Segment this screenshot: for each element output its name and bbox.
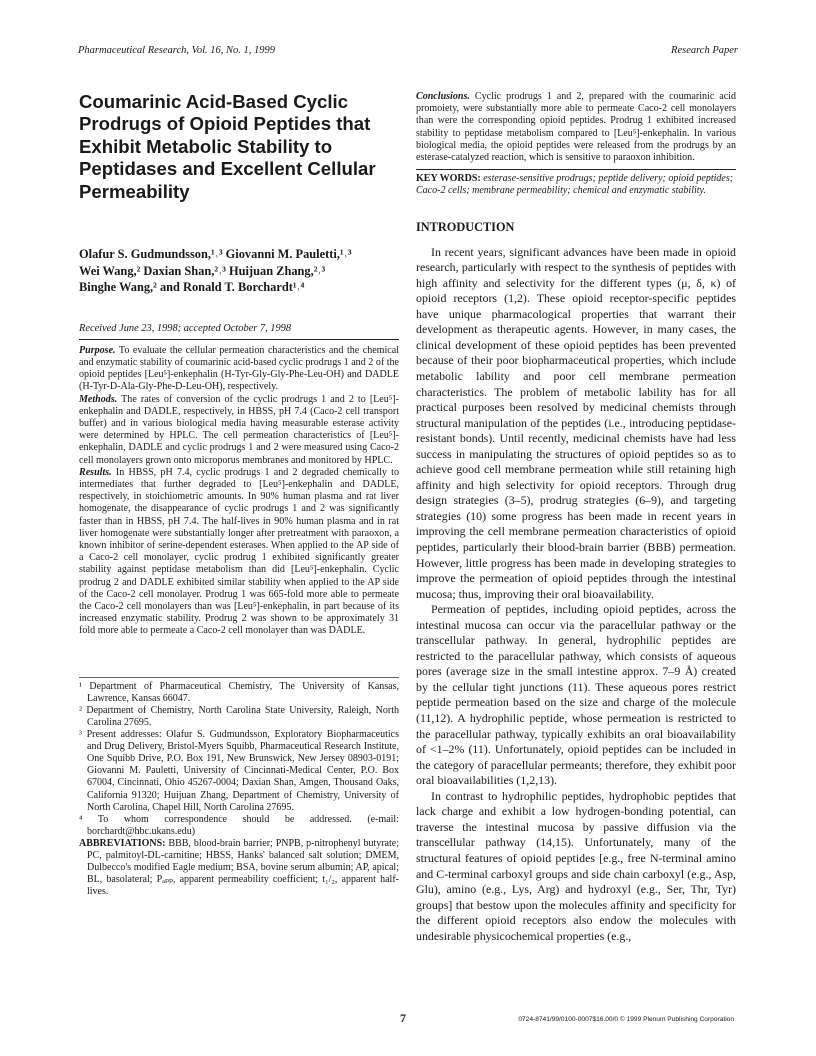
abbreviations-label: ABBREVIATIONS: bbox=[79, 837, 166, 849]
author-line: Wei Wang,² Daxian Shan,²˒³ Huijuan Zhang,²˒³ bbox=[79, 263, 326, 278]
purpose-label: Purpose. bbox=[79, 344, 116, 356]
keywords bbox=[416, 169, 736, 197]
purpose-text: To evaluate the cellular permeation characteristics and the chemical and enzymatic stability of coumarinic acid-based cyclic prodrugs 1 and 2 of the opioid peptides [Leu⁵]-enkephalin (H-Tyr-Gly-Gly-Phe-Leu-OH) and DADLE (H-Tyr-D-Ala-Gly-Phe-D-Leu-OH), respectively. bbox=[79, 344, 399, 393]
footnote-present-addresses: ³ Present addresses: Olafur S. Gudmundsson, Exploratory Biopharmaceutics and Drug Delivery, Bristol-Myers Squibb, Pharmaceutical Research Institute, One Squibb Drive, P.O. Box 191, New Brunswick, New Jersey 08903-0191; Giovanni M. Pauletti, University of Cincinnati-Medical Center, P.O. Box 67004, Cincinnati, Ohio 45267-0004; Daxian Shan, Amgen, Thousand Oaks, California 91320; Huijuan Zhang, Department of Chemistry, University of North Carolina, Chapel Hill, North Carolina 27695. bbox=[79, 729, 399, 813]
author-line: Olafur S. Gudmundsson,¹˒³ Giovanni M. Pauletti,¹˒³ bbox=[79, 247, 352, 262]
abstract-conclusions bbox=[416, 91, 736, 164]
intro-paragraph: In contrast to hydrophilic peptides, hydrophobic peptides that lack charge and exhibit a low hydrogen-bonding potential, can traverse the intestinal mucosa by passive diffusion via the transcellular pathway (14,15). Unfortunately, many of the structural features of opioid peptides [e.g., free N-terminal amino and C-terminal carboxyl groups and side chain carboxyl (e.g., Asp, Glu), amino (e.g., Lys, Arg) and hydroxyl (e.g., Ser, Thr, Tyr) groups] that bestow upon the molecules affinity and specificity for the different opioid receptors also endow the molecules with undesirable physicochemical properties (e.g., bbox=[416, 788, 736, 943]
results-text: In HBSS, pH 7.4, cyclic prodrugs 1 and 2 degraded chemically to intermediates that further degraded to [Leu⁵]-enkephalin and DADLE, respectively, in stoichiometric amounts. In 90% human plasma and rat liver homogenate, the disappearance of cyclic prodrugs 1 and 2 was significantly faster than in HBSS, pH 7.4. The half-lives in 90% human plasma and in rat liver homogenate were substantially longer after pretreatment with paraoxon, a known inhibitor of serine-dependent esterases. When applied to the AP side of a Caco-2 cell monolayer, cyclic prodrug 1 exhibited significantly greater stability against peptidase metabolism than did [Leu⁵]-enkephalin. Cyclic prodrug 2 and DADLE exhibited similar stability when applied to the AP side of the Caco-2 cell monolayer. Prodrug 1 was 665-fold more able to permeate the Caco-2 cell monolayers than was [Leu⁵]-enkephalin, in part because of its increased enzymatic stability. Prodrug 2 was shown to be approximately 31 fold more able to permeate a Caco-2 cell monolayer than was DADLE. bbox=[79, 466, 399, 637]
abstract-purpose bbox=[79, 345, 399, 394]
keywords-paragraph bbox=[416, 173, 736, 197]
abstract bbox=[79, 345, 399, 638]
abstract-results bbox=[79, 467, 399, 638]
conclusions-label: Conclusions. bbox=[416, 91, 470, 102]
author-line: Binghe Wang,² and Ronald T. Borchardt¹˒⁴ bbox=[79, 280, 305, 295]
abbreviations-text: BBB, blood-brain barrier; PNPB, p-nitrophenyl butyrate; PC, palmitoyl-DL-carnitine; HBSS, Hanks' balanced salt solution; DMEM, Dulbecco's modified Eagle medium; BSA, bovine serum albumin; AP, apical; BL, basolateral; Pₐₚₚ, apparent permeability coefficient; t₁/₂, apparent half-lives. bbox=[87, 837, 399, 898]
author-list bbox=[79, 246, 399, 296]
running-head-journal: Pharmaceutical Research, Vol. 16, No. 1, 1999 bbox=[78, 45, 276, 56]
intro-paragraph: In recent years, significant advances have been made in opioid research, particularly with respect to the synthesis of peptides with high affinity and selectivity for the different types (μ, δ, κ) of opioid receptors (1,2). These opioid receptor-specific peptides have unique pharmacological properties that warrant their development as therapeutic agents. However, in many cases, the clinical development of these opioid peptides has been prevented because of their poor biopharmaceutical properties, which include metabolic lability and poor cell membrane permeation characteristics. The problem of metabolic lability has for all practical purposes been resolved by medicinal chemists through structural manipulation of the peptides (i.e., introducing peptidase-resistant bonds). Until recently, medicinal chemists have had less success in manipulating the structures of opioid peptides so as to achieve good cell membrane permeation while still retaining high affinity and high selectivity for opioid receptors. Through drug design strategies (3–5), prodrug strategies (6–9), and targeting strategies (10) some progress has been made in recent years in improving the cell membrane permeation characteristics of opioid peptides, particularly their blood-brain barrier (BBB) permeation. However, little progress has been made in developing strategies to improve the permeation of opioid peptides through the intestinal mucosa; thus, improving their oral bioavailability. bbox=[416, 244, 736, 601]
received-dates: Received June 23, 1998; accepted October 7, 1998 bbox=[79, 323, 399, 340]
methods-text: The rates of conversion of the cyclic prodrugs 1 and 2 to [Leu⁵]-enkephalin and DADLE, respectively, in HBSS, pH 7.4 (Caco-2 cell transport buffer) and in various biological media having measurable esterase activity were determined by HPLC. The cell permeation characteristics of [Leu⁵]-enkephalin, DADLE and cyclic prodrugs 1 and 2 were measured using Caco-2 cell monolayers grown onto microporus membranes and monitored by HPLC. bbox=[79, 393, 399, 466]
keywords-label: KEY WORDS: bbox=[416, 173, 481, 185]
article-title: Coumarinic Acid-Based Cyclic Prodrugs of Opioid Peptides that Exhibit Metabolic Stability to Peptidases and Excellent Cellular Permeability bbox=[79, 91, 376, 202]
right-column bbox=[416, 91, 736, 944]
footnotes bbox=[79, 681, 399, 899]
footnote-correspondence: ⁴ To whom correspondence should be addressed. (e-mail: borchardt@hbc.ukans.edu) bbox=[79, 813, 399, 837]
intro-paragraph: Permeation of peptides, including opioid peptides, across the intestinal mucosa can occur via the paracellular pathway or the transcellular pathway. In general, hydrophilic peptides are restricted to the paracellular pathway, which consists of aqueous pores (average size in the small intestine approx. 7–9 Å) created by the cellular tight junctions (11). These aqueous pores restrict peptide permeation based on the size and charge of the molecule (11,12). A hydrophilic peptide, whose permeation is restricted to the paracellular pathway, typically exhibits an oral bioavailability of <1–2% (11). Unfortunately, opioid peptides can be included in the category of paracellular permeants; therefore, they exhibit poor oral bioavailabilities (1,2,13). bbox=[416, 602, 736, 788]
introduction-body bbox=[416, 245, 736, 945]
abstract-continued bbox=[416, 91, 736, 164]
abstract-methods bbox=[79, 394, 399, 467]
running-head-article-type: Research Paper bbox=[671, 45, 738, 56]
footnote-divider bbox=[79, 677, 399, 678]
footnote-affiliation-1: ¹ Department of Pharmaceutical Chemistry, The University of Kansas, Lawrence, Kansas 66047. bbox=[79, 680, 399, 704]
page-number: 7 bbox=[400, 1011, 406, 1025]
conclusions-text: Cyclic prodrugs 1 and 2, prepared with the coumarinic acid promoiety, were substantially more able to permeate Caco-2 cell monolayers than were the corresponding opioid peptides. Prodrug 1 exhibited increased stability to peptidase metabolism compared to [Leu⁵]-enkephalin. In various biological media, the opioid peptides were released from the prodrugs by an esterase-catalyzed reaction, which is sensitive to paraoxon inhibition. bbox=[416, 91, 736, 164]
results-label: Results. bbox=[79, 466, 112, 478]
footnote-affiliation-2: ² Department of Chemistry, North Carolina State University, Raleigh, North Carolina 27695. bbox=[79, 704, 399, 728]
methods-label: Methods. bbox=[79, 393, 118, 405]
copyright-line: 0724-8741/99/0100-0007$16.00/0 © 1999 Plenum Publishing Corporation bbox=[518, 1016, 734, 1023]
section-heading-introduction: INTRODUCTION bbox=[416, 219, 515, 234]
left-column bbox=[79, 91, 399, 898]
abbreviations bbox=[79, 838, 399, 898]
keywords-text: esterase-sensitive prodrugs; peptide delivery; opioid peptides; Caco-2 cells; membrane permeability; chemical and enzymatic stability. bbox=[416, 173, 734, 197]
